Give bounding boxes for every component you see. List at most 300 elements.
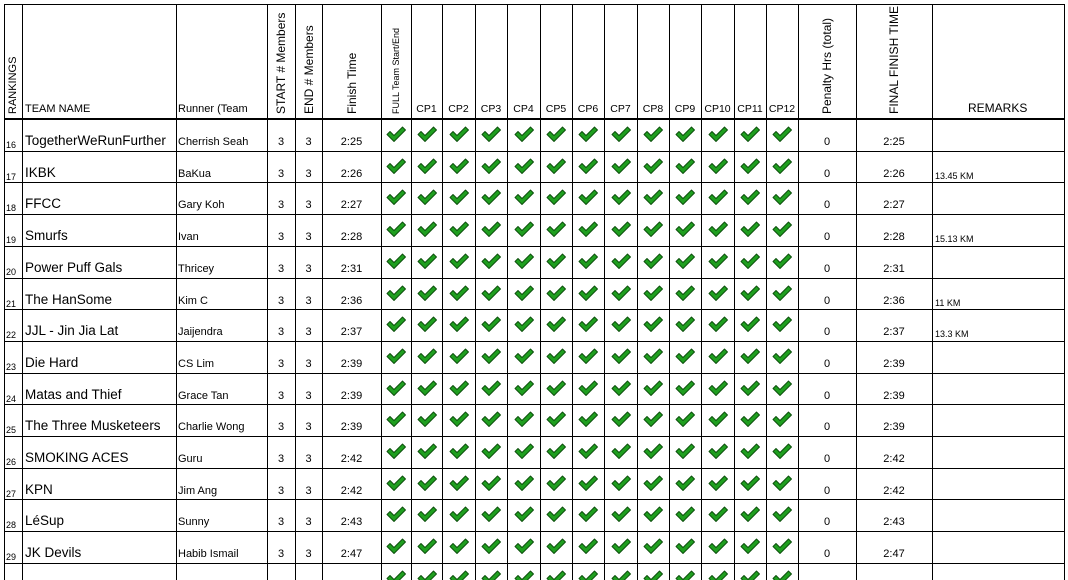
checkpoint-check-icon [675,253,695,269]
end-members-cell: 3 [305,421,312,434]
penalty-cell: 0 [823,389,831,402]
checkpoint-check-icon [740,506,760,522]
checkpoint-check-icon [578,126,598,142]
column-line [411,4,412,580]
checkpoint-check-icon [514,411,534,427]
runner-cell: Charlie Wong [178,421,245,434]
checkpoint-check-icon [611,189,631,205]
finish-time-cell: 2:42 [340,453,363,465]
checkpoint-check-icon [611,316,631,332]
full-team-check-icon [386,158,406,174]
checkpoint-check-icon [772,158,792,174]
checkpoint-check-icon [481,158,501,174]
penalty-cell: 0 [823,136,831,148]
checkpoint-check-icon [546,506,566,522]
rank-cell: 19 [6,235,17,246]
checkpoint-check-icon [578,285,598,301]
checkpoint-check-icon [675,221,695,237]
checkpoint-check-icon [578,475,598,491]
checkpoint-check-icon [611,285,631,301]
remark-cell: 13.3 KM [935,329,969,340]
runner-cell: Thricey [178,262,215,275]
header-start-members: START # Members [274,12,288,114]
full-team-check-icon [386,475,406,491]
finish-time-cell: 2:27 [340,199,363,212]
row-line [4,182,1064,183]
runner-cell: Jaijendra [178,326,223,339]
start-members-cell: 3 [277,484,285,497]
remark-cell: 15.13 KM [935,234,974,245]
checkpoint-check-icon [546,475,566,491]
checkpoint-check-icon [546,380,566,396]
column-line [22,4,23,580]
start-members-cell: 3 [277,231,285,244]
final-finish-cell: 2:37 [883,326,905,339]
end-members-cell: 3 [305,167,312,180]
rank-cell: 20 [6,266,17,277]
checkpoint-check-icon [675,380,695,396]
column-line [572,4,573,580]
remark-cell: 13.45 KM [935,170,974,181]
checkpoint-check-icon [675,538,695,554]
end-members-cell: 3 [305,231,312,244]
row-line [4,4,1064,5]
checkpoint-check-icon [643,253,663,269]
checkpoint-check-icon [546,189,566,205]
final-finish-cell: 2:42 [883,484,905,497]
checkpoint-check-icon [417,158,437,174]
checkpoint-check-icon [449,316,469,332]
checkpoint-check-icon [643,189,663,205]
runner-cell: Ivan [178,231,199,244]
checkpoint-check-icon [546,570,566,580]
column-line [766,4,767,580]
finish-time-cell: 2:31 [340,262,363,275]
header-rankings: RANKINGS [7,56,19,114]
checkpoint-check-icon [740,411,760,427]
checkpoint-check-icon [578,316,598,332]
checkpoint-check-icon [772,221,792,237]
row-line [4,499,1064,500]
checkpoint-check-icon [740,348,760,364]
checkpoint-check-icon [708,443,728,459]
checkpoint-check-icon [481,443,501,459]
full-team-check-icon [386,316,406,332]
checkpoint-check-icon [740,253,760,269]
full-team-check-icon [386,221,406,237]
rank-cell: 17 [6,171,17,182]
checkpoint-check-icon [611,570,631,580]
checkpoint-check-icon [514,189,534,205]
start-members-cell: 3 [277,421,285,434]
team-name-cell: The HanSome [25,291,113,307]
rank-cell: 28 [6,520,17,531]
checkpoint-check-icon [708,538,728,554]
runner-cell: Grace Tan [178,389,229,402]
checkpoint-check-icon [772,380,792,396]
checkpoint-check-icon [611,506,631,522]
full-team-check-icon [386,443,406,459]
finish-time-cell: 2:39 [340,357,363,370]
final-finish-cell: 2:31 [883,262,905,275]
checkpoint-check-icon [514,285,534,301]
checkpoint-check-icon [514,538,534,554]
checkpoint-check-icon [514,253,534,269]
header-finish-time: Finish Time [345,52,359,114]
header-cp: CP6 [577,103,599,115]
end-members-cell: 3 [305,262,312,275]
checkpoint-check-icon [417,126,437,142]
checkpoint-check-icon [643,158,663,174]
row-line [4,468,1064,469]
checkpoint-check-icon [481,380,501,396]
final-finish-cell: 2:42 [883,453,905,465]
checkpoint-check-icon [675,158,695,174]
checkpoint-check-icon [546,126,566,142]
penalty-cell: 0 [823,453,831,465]
checkpoint-check-icon [675,316,695,332]
checkpoint-check-icon [675,443,695,459]
checkpoint-check-icon [611,475,631,491]
checkpoint-check-icon [449,570,469,580]
checkpoint-check-icon [740,538,760,554]
checkpoint-check-icon [481,316,501,332]
end-members-cell: 3 [305,357,312,370]
checkpoint-check-icon [611,348,631,364]
start-members-cell: 3 [277,262,285,275]
checkpoint-check-icon [481,126,501,142]
team-name-cell: The Three Musketeers [25,418,161,434]
checkpoint-check-icon [611,538,631,554]
checkpoint-check-icon [514,348,534,364]
team-name-cell: Die Hard [25,354,79,370]
column-line [637,4,638,580]
penalty-cell: 0 [823,231,831,244]
checkpoint-check-icon [740,221,760,237]
checkpoint-check-icon [740,316,760,332]
row-line [4,531,1064,532]
checkpoint-check-icon [643,380,663,396]
checkpoint-check-icon [675,126,695,142]
checkpoint-check-icon [449,443,469,459]
end-members-cell: 3 [305,326,312,339]
checkpoint-check-icon [578,253,598,269]
header-full-team: FULL Team Start/End [391,27,401,114]
header-cp: CP9 [674,103,696,115]
team-name-cell: JJL - Jin Jia Lat [25,323,119,339]
checkpoint-check-icon [772,253,792,269]
checkpoint-check-icon [708,221,728,237]
checkpoint-check-icon [772,189,792,205]
header-penalty: Penalty Hrs (total) [820,17,834,114]
column-line [176,4,177,580]
checkpoint-check-icon [481,538,501,554]
penalty-cell: 0 [823,421,831,434]
checkpoint-check-icon [481,253,501,269]
checkpoint-check-icon [675,570,695,580]
rank-cell: 22 [6,330,17,341]
checkpoint-check-icon [740,443,760,459]
full-team-check-icon [386,570,406,580]
checkpoint-check-icon [546,158,566,174]
penalty-cell: 0 [823,294,831,307]
start-members-cell: 3 [277,357,285,370]
checkpoint-check-icon [708,475,728,491]
final-finish-cell: 2:43 [883,516,905,529]
header-cp: CP12 [768,103,796,115]
finish-time-cell: 2:25 [340,136,363,148]
column-line [540,4,541,580]
checkpoint-check-icon [417,380,437,396]
end-members-cell: 3 [305,294,312,307]
penalty-cell: 0 [823,484,831,497]
full-team-check-icon [386,380,406,396]
runner-cell: Habib Ismail [178,548,239,561]
checkpoint-check-icon [514,570,534,580]
header-cp: CP2 [448,103,469,115]
checkpoint-check-icon [578,506,598,522]
checkpoint-check-icon [546,411,566,427]
checkpoint-check-icon [643,411,663,427]
checkpoint-check-icon [643,538,663,554]
remark-cell: 11 KM [935,297,961,308]
penalty-cell: 0 [823,262,831,275]
penalty-cell: 0 [823,516,831,529]
header-runner: Runner (Team [178,103,248,115]
checkpoint-check-icon [449,538,469,554]
column-line [475,4,476,580]
checkpoint-check-icon [708,411,728,427]
checkpoint-check-icon [514,380,534,396]
full-team-check-icon [386,348,406,364]
start-members-cell: 3 [277,453,285,465]
final-finish-cell: 2:39 [883,389,905,402]
final-finish-cell: 2:26 [883,167,905,180]
checkpoint-check-icon [449,411,469,427]
checkpoint-check-icon [772,443,792,459]
column-line [604,4,605,580]
checkpoint-check-icon [708,158,728,174]
checkpoint-check-icon [708,570,728,580]
checkpoint-check-icon [772,126,792,142]
checkpoint-check-icon [417,285,437,301]
rank-cell: 16 [6,140,17,150]
checkpoint-check-icon [772,348,792,364]
column-line [669,4,670,580]
team-name-cell: SMOKING ACES [25,450,129,465]
header-cp: CP10 [704,103,731,115]
checkpoint-check-icon [708,316,728,332]
finish-time-cell: 2:39 [340,389,363,402]
header-cp: CP1 [416,103,437,115]
checkpoint-check-icon [708,189,728,205]
start-members-cell: 3 [277,199,285,212]
end-members-cell: 3 [305,548,312,561]
column-line [507,4,508,580]
row-line [4,563,1064,564]
checkpoint-check-icon [643,285,663,301]
checkpoint-check-icon [772,538,792,554]
checkpoint-check-icon [611,443,631,459]
header-final-finish: FINAL FINISH TIME [887,5,901,114]
checkpoint-check-icon [481,411,501,427]
finish-time-cell: 2:37 [340,326,363,339]
full-team-check-icon [386,253,406,269]
team-name-cell: Matas and Thief [25,386,122,402]
checkpoint-check-icon [643,475,663,491]
start-members-cell: 3 [277,548,285,561]
final-finish-cell: 2:36 [883,294,905,307]
start-members-cell: 3 [277,136,285,148]
column-line [701,4,702,580]
checkpoint-check-icon [643,316,663,332]
checkpoint-check-icon [546,221,566,237]
checkpoint-check-icon [514,443,534,459]
checkpoint-check-icon [675,475,695,491]
checkpoint-check-icon [514,506,534,522]
end-members-cell: 3 [305,484,312,497]
header-remarks: REMARKS [968,101,1028,115]
runner-cell: Kim C [178,294,208,307]
checkpoint-check-icon [611,221,631,237]
checkpoint-check-icon [740,126,760,142]
runner-cell: Sunny [178,516,210,529]
checkpoint-check-icon [546,348,566,364]
end-members-cell: 3 [305,453,312,465]
checkpoint-check-icon [449,506,469,522]
header-cp: CP3 [480,103,502,115]
team-name-cell: TogetherWeRunFurther [25,133,166,148]
runner-cell: Cherrish Seah [178,136,249,148]
checkpoint-check-icon [578,158,598,174]
column-line [1064,4,1065,580]
final-finish-cell: 2:25 [883,136,905,148]
checkpoint-check-icon [578,189,598,205]
rank-cell: 24 [6,393,17,404]
checkpoint-check-icon [611,380,631,396]
header-end-members: END # Members [302,25,316,114]
full-team-check-icon [386,411,406,427]
rank-cell: 26 [6,457,17,467]
final-finish-cell: 2:39 [883,421,905,434]
checkpoint-check-icon [611,158,631,174]
checkpoint-check-icon [708,506,728,522]
full-team-check-icon [386,538,406,554]
rank-cell: 18 [6,203,17,214]
checkpoint-check-icon [546,443,566,459]
row-line [4,436,1064,437]
full-team-check-icon [386,506,406,522]
checkpoint-check-icon [578,570,598,580]
checkpoint-check-icon [481,506,501,522]
header-cp: CP7 [610,103,631,115]
checkpoint-check-icon [481,475,501,491]
checkpoint-check-icon [449,285,469,301]
full-team-check-icon [386,285,406,301]
checkpoint-check-icon [417,506,437,522]
checkpoint-check-icon [449,380,469,396]
checkpoint-check-icon [611,411,631,427]
finish-time-cell: 2:43 [340,516,363,529]
checkpoint-check-icon [449,126,469,142]
row-line [4,246,1064,247]
checkpoint-check-icon [708,126,728,142]
final-finish-cell: 2:39 [883,357,905,370]
runner-cell: Guru [178,453,203,465]
checkpoint-check-icon [514,158,534,174]
runner-cell: Gary Koh [178,199,225,212]
header-cp: CP5 [545,103,567,115]
start-members-cell: 3 [277,516,285,529]
finish-time-cell: 2:42 [340,484,363,497]
final-finish-cell: 2:28 [883,231,905,244]
checkpoint-check-icon [546,253,566,269]
runner-cell: Jim Ang [178,484,218,497]
runner-cell: BaKua [178,167,212,180]
checkpoint-check-icon [611,253,631,269]
runner-cell: CS Lim [178,357,215,370]
checkpoint-check-icon [417,316,437,332]
team-name-cell: Smurfs [25,228,68,244]
checkpoint-check-icon [514,316,534,332]
checkpoint-check-icon [708,285,728,301]
rank-cell: 29 [6,552,17,563]
checkpoint-check-icon [708,380,728,396]
checkpoint-check-icon [514,126,534,142]
checkpoint-check-icon [449,348,469,364]
checkpoint-check-icon [546,285,566,301]
checkpoint-check-icon [643,126,663,142]
start-members-cell: 3 [277,389,285,402]
checkpoint-check-icon [578,443,598,459]
finish-time-cell: 2:28 [340,231,363,244]
column-line [4,4,5,580]
checkpoint-check-icon [772,475,792,491]
checkpoint-check-icon [740,380,760,396]
penalty-cell: 0 [823,357,831,370]
checkpoint-check-icon [546,538,566,554]
finish-time-cell: 2:36 [340,294,363,307]
checkpoint-check-icon [514,475,534,491]
team-name-cell: Power Puff Gals [25,259,123,275]
checkpoint-check-icon [578,221,598,237]
checkpoint-check-icon [514,221,534,237]
checkpoint-check-icon [417,475,437,491]
team-name-cell: FFCC [25,196,61,212]
end-members-cell: 3 [305,389,312,402]
checkpoint-check-icon [675,285,695,301]
row-line [4,309,1064,310]
team-name-cell: JK Devils [25,545,82,561]
penalty-cell: 0 [823,326,831,339]
header-team-name: TEAM NAME [25,103,91,115]
penalty-cell: 0 [823,199,831,212]
end-members-cell: 3 [305,199,312,212]
checkpoint-check-icon [417,538,437,554]
checkpoint-check-icon [481,348,501,364]
checkpoint-check-icon [772,316,792,332]
checkpoint-check-icon [772,506,792,522]
column-line [932,4,933,580]
checkpoint-check-icon [417,570,437,580]
checkpoint-check-icon [611,126,631,142]
checkpoint-check-icon [578,538,598,554]
checkpoint-check-icon [481,189,501,205]
full-team-check-icon [386,126,406,142]
finish-time-cell: 2:47 [340,548,363,561]
checkpoint-check-icon [675,411,695,427]
checkpoint-check-icon [643,570,663,580]
